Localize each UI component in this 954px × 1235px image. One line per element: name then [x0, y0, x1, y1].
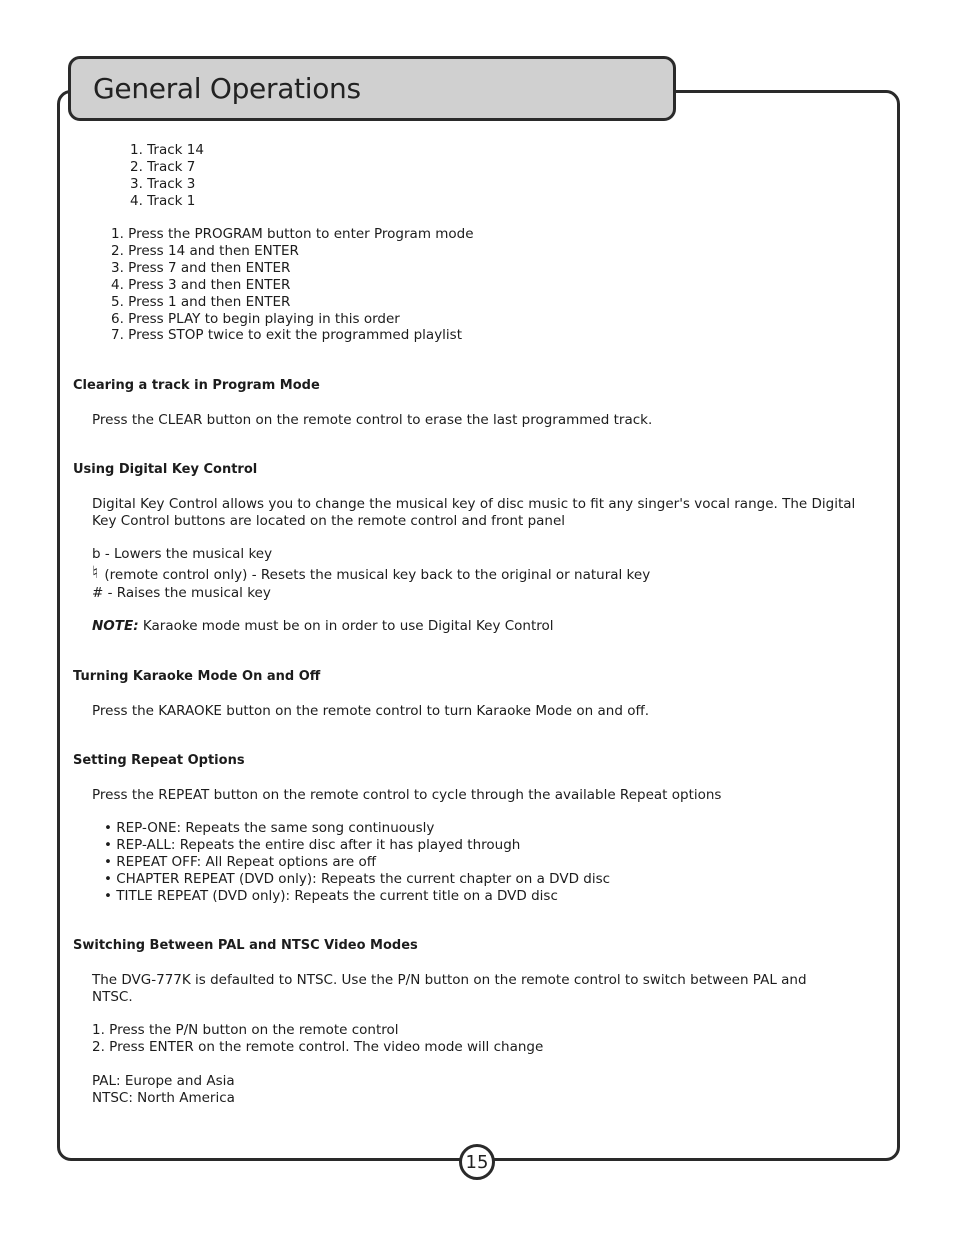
note-text: Karaoke mode must be on in order to use Digital Key Control	[142, 618, 554, 634]
page-number: 15	[459, 1144, 495, 1180]
digital-key-paragraph: Digital Key Control allows you to change the musical key of disc music to fit any singer's vocal range. The Digital	[92, 496, 856, 512]
program-step: 7. Press STOP twice to exit the programmed playlist	[111, 327, 463, 343]
repeat-option: • CHAPTER REPEAT (DVD only): Repeats the current chapter on a DVD disc	[104, 871, 611, 887]
section-heading-clearing: Clearing a track in Program Mode	[73, 378, 320, 393]
repeat-option: • REP-ONE: Repeats the same song continuously	[104, 820, 435, 836]
track-item: 4. Track 1	[130, 193, 196, 209]
repeat-option: • REP-ALL: Repeats the entire disc after it has played through	[104, 837, 521, 853]
program-step: 5. Press 1 and then ENTER	[111, 294, 291, 310]
note-label: NOTE:	[92, 618, 139, 634]
ntsc-region: NTSC: North America	[92, 1090, 235, 1106]
karaoke-text: Press the KARAOKE button on the remote control to turn Karaoke Mode on and off.	[92, 703, 650, 719]
digital-key-paragraph: Key Control buttons are located on the remote control and front panel	[92, 513, 566, 529]
flat-key-item: b - Lowers the musical key	[92, 546, 273, 562]
program-step: 3. Press 7 and then ENTER	[111, 260, 291, 276]
program-step: 2. Press 14 and then ENTER	[111, 243, 299, 259]
repeat-option: • TITLE REPEAT (DVD only): Repeats the current title on a DVD disc	[104, 888, 558, 904]
track-item: 1. Track 14	[130, 142, 204, 158]
note-line	[92, 618, 554, 635]
repeat-text: Press the REPEAT button on the remote control to cycle through the available Repeat options	[92, 787, 722, 803]
program-step: 1. Press the PROGRAM button to enter Program mode	[111, 226, 474, 242]
repeat-option: • REPEAT OFF: All Repeat options are off	[104, 854, 377, 870]
clearing-text: Press the CLEAR button on the remote control to erase the last programmed track.	[92, 412, 653, 428]
sharp-key-item: # - Raises the musical key	[92, 585, 271, 601]
title-tab	[68, 56, 676, 121]
track-item: 2. Track 7	[130, 159, 196, 175]
pal-ntsc-paragraph: NTSC.	[92, 989, 133, 1005]
pal-ntsc-paragraph: The DVG-777K is defaulted to NTSC. Use the P/N button on the remote control to switch between PAL and	[92, 972, 807, 988]
natural-sign-icon: ♮	[92, 563, 99, 583]
natural-key-item	[92, 563, 651, 584]
section-heading-repeat: Setting Repeat Options	[73, 753, 245, 768]
section-heading-pal-ntsc: Switching Between PAL and NTSC Video Modes	[73, 938, 418, 953]
pal-region: PAL: Europe and Asia	[92, 1073, 235, 1089]
section-heading-digital-key: Using Digital Key Control	[73, 462, 258, 477]
program-step: 6. Press PLAY to begin playing in this order	[111, 311, 400, 327]
track-item: 3. Track 3	[130, 176, 196, 192]
program-step: 4. Press 3 and then ENTER	[111, 277, 291, 293]
pal-ntsc-step: 2. Press ENTER on the remote control. The video mode will change	[92, 1039, 544, 1055]
page-title: General Operations	[93, 72, 361, 105]
natural-key-text: (remote control only) - Resets the musical key back to the original or natural key	[104, 567, 651, 583]
section-heading-karaoke: Turning Karaoke Mode On and Off	[73, 669, 321, 684]
pal-ntsc-step: 1. Press the P/N button on the remote control	[92, 1022, 399, 1038]
